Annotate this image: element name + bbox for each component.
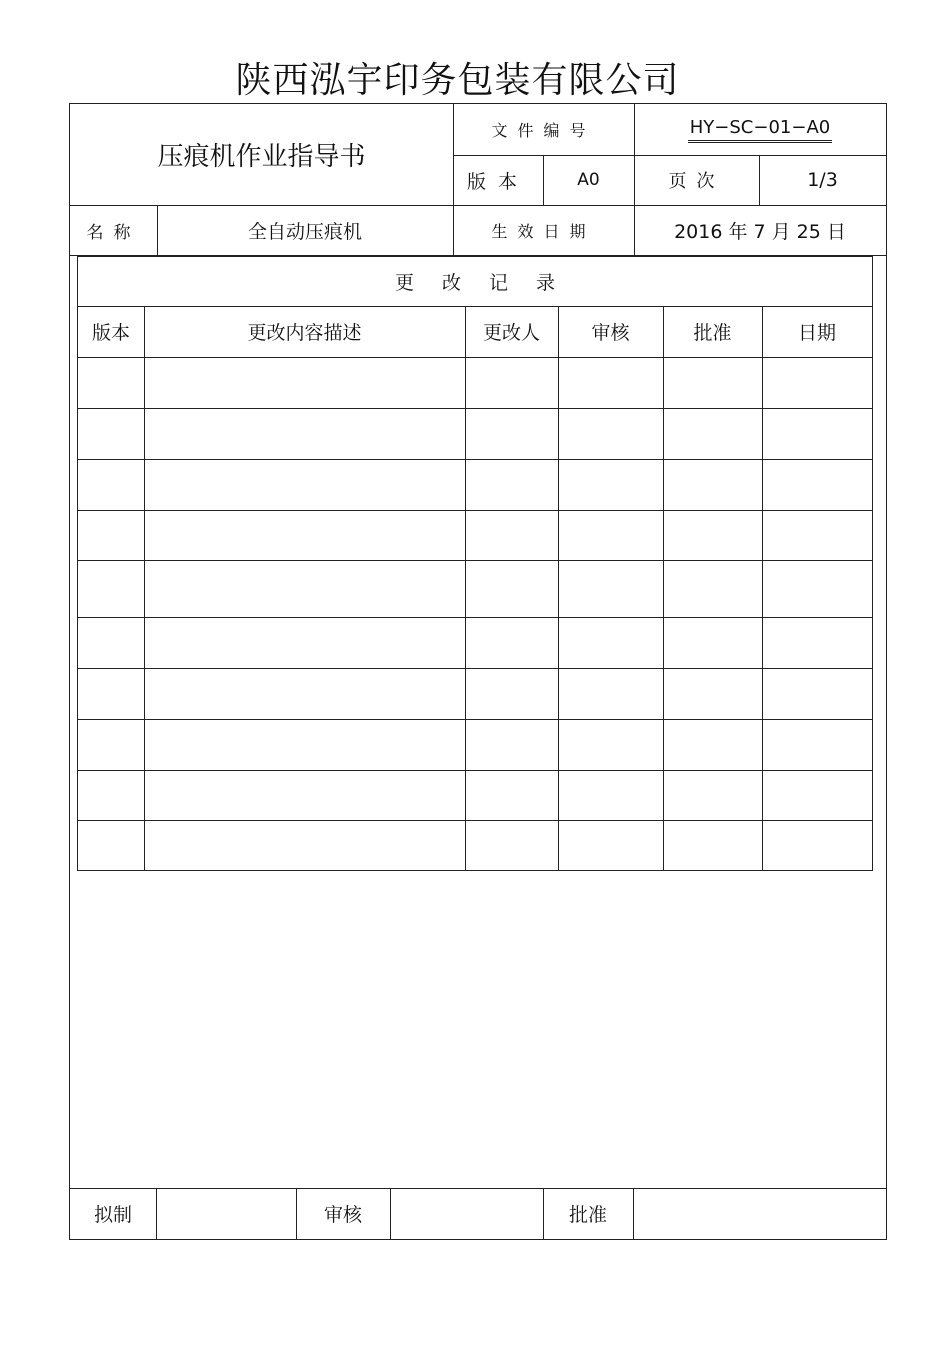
effective-date-value: 2016 年 7 月 25 日 xyxy=(674,220,846,243)
cell-version[interactable] xyxy=(78,617,144,668)
col-header-version: 版本 xyxy=(91,322,130,344)
cell-changed-by[interactable] xyxy=(465,510,558,560)
table-row xyxy=(78,770,872,820)
table-row xyxy=(78,357,872,408)
table-row xyxy=(78,719,872,770)
document-title: 压痕机作业指导书 xyxy=(157,142,366,172)
cell-approve[interactable] xyxy=(663,357,762,408)
cell-review[interactable] xyxy=(558,668,663,719)
cell-approve[interactable] xyxy=(663,719,762,770)
cell-review[interactable] xyxy=(558,719,663,770)
revision-record-table xyxy=(77,256,873,871)
cell-changed-by[interactable] xyxy=(465,668,558,719)
cell-review[interactable] xyxy=(558,770,663,820)
cell-description[interactable] xyxy=(144,510,465,560)
cell-changed-by[interactable] xyxy=(465,617,558,668)
cell-date[interactable] xyxy=(762,668,872,719)
cell-date[interactable] xyxy=(762,459,872,510)
cell-date[interactable] xyxy=(762,719,872,770)
col-header-description: 更改内容描述 xyxy=(247,322,362,344)
cell-version[interactable] xyxy=(78,408,144,459)
table-row xyxy=(78,820,872,870)
cell-approve[interactable] xyxy=(663,560,762,617)
cell-date[interactable] xyxy=(762,357,872,408)
version-value: A0 xyxy=(577,170,600,190)
cell-approve[interactable] xyxy=(663,820,762,870)
page-value: 1/3 xyxy=(807,169,838,191)
doc-no-label: 文件编号 xyxy=(491,121,596,140)
page-label: 页次 xyxy=(668,171,725,192)
cell-version[interactable] xyxy=(78,770,144,820)
cell-version[interactable] xyxy=(78,820,144,870)
col-header-changed-by: 更改人 xyxy=(482,322,540,344)
table-row xyxy=(78,560,872,617)
name-value: 全自动压痕机 xyxy=(247,220,362,243)
cell-changed-by[interactable] xyxy=(465,560,558,617)
cell-changed-by[interactable] xyxy=(465,408,558,459)
cell-changed-by[interactable] xyxy=(465,820,558,870)
cell-description[interactable] xyxy=(144,719,465,770)
doc-no-value: HY−SC−01−A0 xyxy=(688,117,832,143)
cell-version[interactable] xyxy=(78,459,144,510)
cell-description[interactable] xyxy=(144,668,465,719)
table-row xyxy=(78,510,872,560)
cell-approve[interactable] xyxy=(663,510,762,560)
cell-approve[interactable] xyxy=(663,770,762,820)
cell-changed-by[interactable] xyxy=(465,459,558,510)
cell-approve[interactable] xyxy=(663,668,762,719)
cell-review[interactable] xyxy=(558,408,663,459)
col-header-date: 日期 xyxy=(797,322,836,344)
cell-date[interactable] xyxy=(762,770,872,820)
table-row xyxy=(78,459,872,510)
draft-signature-field[interactable] xyxy=(156,1188,296,1239)
table-row xyxy=(78,408,872,459)
cell-description[interactable] xyxy=(144,357,465,408)
cell-review[interactable] xyxy=(558,357,663,408)
cell-review[interactable] xyxy=(558,560,663,617)
cell-review[interactable] xyxy=(558,617,663,668)
cell-date[interactable] xyxy=(762,510,872,560)
cell-date[interactable] xyxy=(762,408,872,459)
company-name: 陕西泓宇印务包装有限公司 xyxy=(235,60,680,101)
cell-approve[interactable] xyxy=(663,459,762,510)
cell-description[interactable] xyxy=(144,617,465,668)
cell-changed-by[interactable] xyxy=(465,357,558,408)
cell-review[interactable] xyxy=(558,459,663,510)
effective-date-label: 生效日期 xyxy=(491,221,596,241)
approve-label: 批准 xyxy=(568,1204,607,1226)
cell-changed-by[interactable] xyxy=(465,719,558,770)
table-row xyxy=(78,617,872,668)
cell-date[interactable] xyxy=(762,820,872,870)
cell-description[interactable] xyxy=(144,820,465,870)
col-header-approve: 批准 xyxy=(693,322,732,344)
name-label: 名称 xyxy=(86,222,141,243)
approve-signature-field[interactable] xyxy=(633,1188,886,1239)
table-row xyxy=(78,668,872,719)
cell-description[interactable] xyxy=(144,560,465,617)
cell-approve[interactable] xyxy=(663,617,762,668)
draft-label: 拟制 xyxy=(93,1204,132,1226)
cell-description[interactable] xyxy=(144,408,465,459)
cell-version[interactable] xyxy=(78,668,144,719)
cell-description[interactable] xyxy=(144,770,465,820)
version-label: 版本 xyxy=(466,170,529,193)
cell-approve[interactable] xyxy=(663,408,762,459)
revision-title: 更改记录 xyxy=(394,272,583,294)
cell-version[interactable] xyxy=(78,357,144,408)
cell-review[interactable] xyxy=(558,820,663,870)
cell-review[interactable] xyxy=(558,510,663,560)
cell-version[interactable] xyxy=(78,510,144,560)
review-label: 审核 xyxy=(323,1204,362,1226)
cell-date[interactable] xyxy=(762,617,872,668)
cell-version[interactable] xyxy=(78,560,144,617)
review-signature-field[interactable] xyxy=(390,1188,543,1239)
cell-changed-by[interactable] xyxy=(465,770,558,820)
cell-version[interactable] xyxy=(78,719,144,770)
col-header-review: 审核 xyxy=(591,322,630,344)
cell-description[interactable] xyxy=(144,459,465,510)
cell-date[interactable] xyxy=(762,560,872,617)
